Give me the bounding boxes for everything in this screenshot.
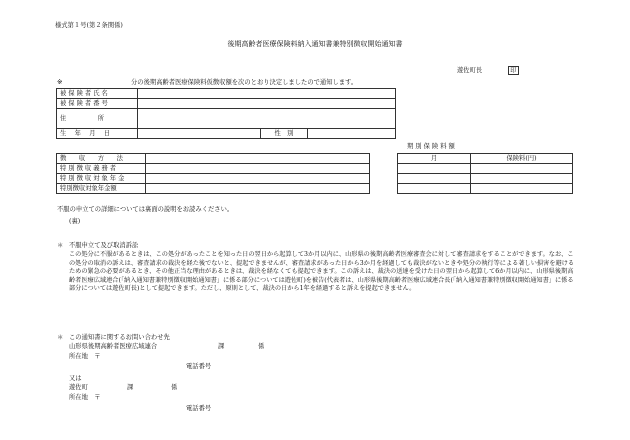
premium-header: 保険料(円) xyxy=(471,154,573,164)
intro-mark: ※ xyxy=(57,79,63,86)
ura-label: (裏) xyxy=(69,218,81,225)
contact2-phone: 電話番号 xyxy=(186,405,212,412)
appeal-heading: 不服申立て及び取消訴訟 xyxy=(69,242,139,249)
note-ura: 不服の申立ての詳細については裏面の説明をお読みください。 xyxy=(57,206,234,213)
month-cell xyxy=(398,174,471,184)
amount-label: 特別徴収対象年金額 xyxy=(57,184,146,194)
appeal-body: この処分に不服があるときは、この処分があったことを知った日の翌日から起算して3か月以内に、山形県の後期高齢者医療審査会に対して審査請求をすることができます。なお、この処分の取消の訴えは、審査請求の裁決を経た後でないと、提起できませんが、審査請求があった日から3か月を経過しても裁決がないときや処分の執行等による著しい損害を避けるための緊急の必要があるとき、その他正当な理由があるときは、裁決を経なくても提起できます。この訴えは、裁決の送達を受けた日の翌日から起算して6か月以内に、山形県後期高齢者医療広域連合(「納入通知書兼特別徴収開始通知書」に係る部分については遊佐町)を被告(代表者は、山形県後期高齢者医療広域連合長(「納入通知書兼特別徴収開始通知書」に係る部分については遊佐町長)として提起できます。ただし、原則として、裁決の日から1年を経過すると訴えを提起できません。 xyxy=(69,251,575,293)
contact1-phone: 電話番号 xyxy=(186,363,212,370)
premium-table xyxy=(397,153,573,194)
premium-cell xyxy=(471,184,573,194)
birth-label: 生 年 月 日 xyxy=(57,129,138,139)
issuer-name: 遊佐町長 xyxy=(457,67,483,74)
contact1-kakari: 係 xyxy=(258,343,265,350)
collection-table xyxy=(56,153,370,194)
name-label: 被 保 険 者 氏 名 xyxy=(57,89,138,99)
month-cell xyxy=(398,164,471,174)
contact-heading: この通知書に関するお問い合わせ先 xyxy=(69,334,170,341)
insured-info-table xyxy=(56,88,396,139)
issuer xyxy=(457,67,519,75)
or-label: 又は xyxy=(69,375,82,382)
appeal-mark: ＊ xyxy=(57,242,64,249)
address-label: 住 所 xyxy=(57,109,138,129)
contact-mark: ＊ xyxy=(57,334,64,341)
amount-value xyxy=(146,184,370,194)
premium-cell xyxy=(471,164,573,174)
contact1-ka: 課 xyxy=(218,343,225,350)
intro-text: 分の後期高齢者医療保険料仮徴収額を次のとおり決定しましたので通知します。 xyxy=(131,79,358,86)
contact2-kakari: 係 xyxy=(171,384,178,391)
premium-heading: 期 別 保 険 料 額 xyxy=(407,143,455,150)
number-value xyxy=(138,99,396,109)
target-label: 特 別 徴 収 対 象 年 金 xyxy=(57,174,146,184)
contact2-ka: 課 xyxy=(127,384,134,391)
month-cell xyxy=(398,184,471,194)
premium-cell xyxy=(471,174,573,184)
sex-label: 性 別 xyxy=(261,129,308,139)
contact1-address: 所在地 〒 xyxy=(69,353,101,360)
birth-value xyxy=(138,129,261,139)
contact2-address: 所在地 〒 xyxy=(69,394,101,401)
contact2-org: 遊佐町 xyxy=(69,384,88,391)
month-header: 月 xyxy=(398,154,471,164)
page-title: 後期高齢者医療保険料納入通知書兼特別徴収開始通知書 xyxy=(227,40,403,48)
obligor-value xyxy=(146,164,370,174)
contact1-org: 山形県後期高齢者医療広域連合 xyxy=(69,343,158,350)
sex-value xyxy=(308,129,396,139)
number-label: 被 保 険 者 番 号 xyxy=(57,99,138,109)
seal-mark: 印 xyxy=(510,67,517,74)
method-value xyxy=(146,154,370,164)
method-label: 徴 収 方 法 xyxy=(57,154,146,164)
form-number: 様式第１号(第２条関係) xyxy=(55,22,123,29)
name-value xyxy=(138,89,396,99)
obligor-label: 特 別 徴 収 義 務 者 xyxy=(57,164,146,174)
address-value xyxy=(138,109,396,129)
target-value xyxy=(146,174,370,184)
